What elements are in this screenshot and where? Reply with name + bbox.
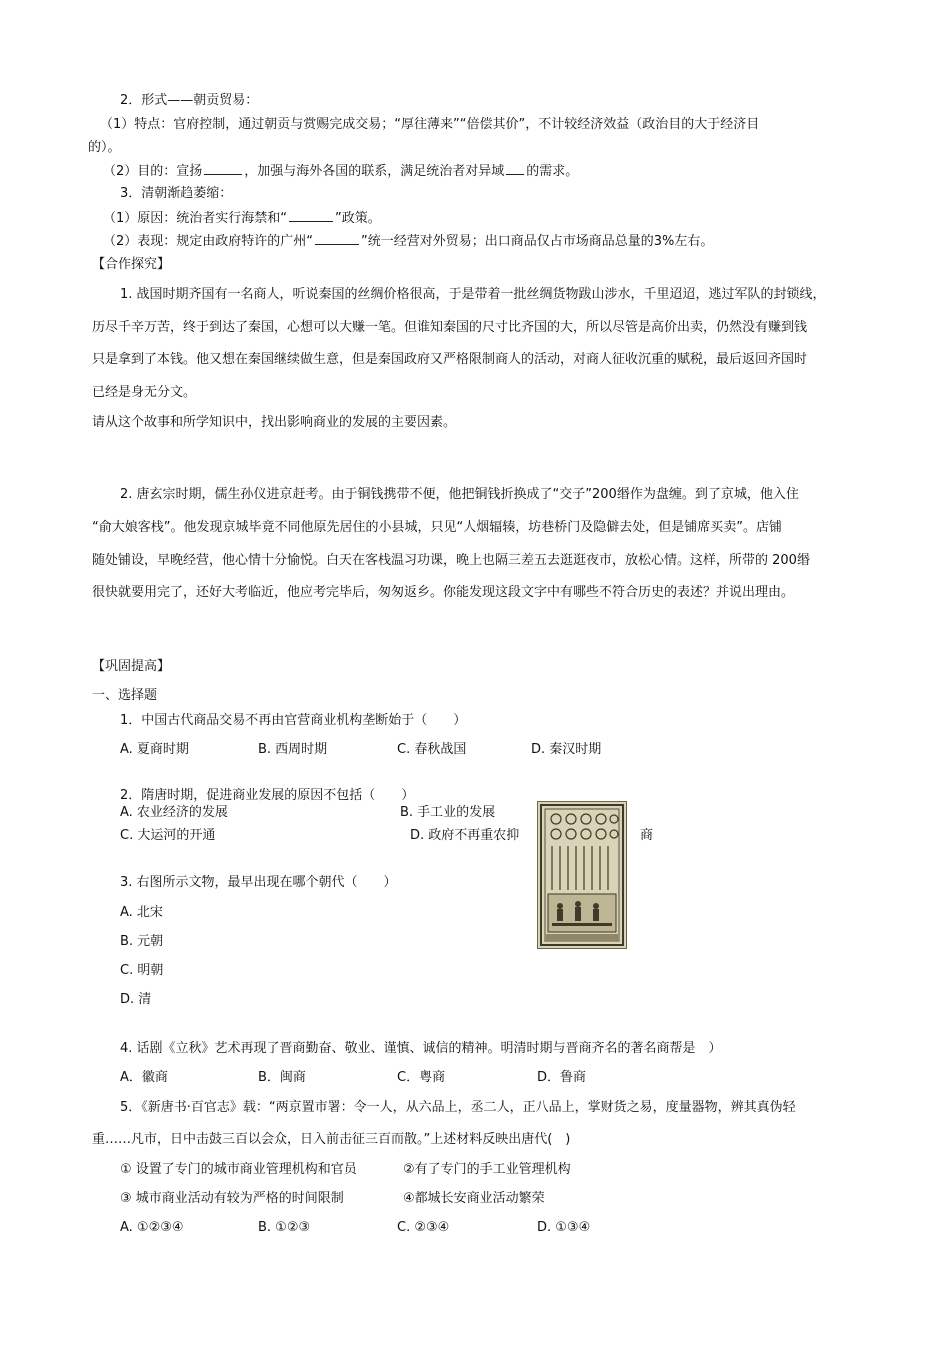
- review-q2: 2．隋唐时期，促进商业发展的原因不包括（ ）: [120, 788, 415, 803]
- show-line: [103, 232, 713, 251]
- review-q5-item-4: ④都城长安商业活动繁荣: [403, 1191, 545, 1206]
- purpose-line: [103, 162, 578, 181]
- coop-q1-line-2: 历尽千辛万苦，终于到达了秦国，心想可以大赚一笔。但谁知秦国的尺寸比齐国的大，所以尽管是高价出卖，仍然没有赚到钱: [92, 320, 808, 335]
- section-3-heading: 3．清朝渐趋萎缩：: [120, 186, 233, 201]
- review-q4-opt-a: A．徽商: [120, 1070, 168, 1085]
- review-q2-opt-d: D. 政府不再重农抑: [410, 828, 520, 843]
- purpose-text-b: ，加强与海外各国的联系，满足统治者对异域: [244, 164, 505, 179]
- purpose-text-c: 的需求。: [526, 164, 579, 179]
- coop-q2-line-3: 随处铺设，早晚经营，他心情十分愉悦。白天在客栈温习功课，晚上也隔三差五去逛逛夜市，放松心情。这样，所带的 200缗: [92, 553, 810, 568]
- review-q5-item-1: ① 设置了专门的城市商业管理机构和官员: [120, 1162, 357, 1177]
- coop-q2-line-2: “俞大娘客栈”。他发现京城毕竟不同他原先居住的小县城，只见“人烟辐辏，坊巷桥门及隐僻去处，但是铺席买卖”。店铺: [92, 520, 782, 535]
- review-q1-opt-c: C. 春秋战国: [397, 742, 467, 757]
- coop-q2-line-1: 2. 唐玄宗时期，儒生孙仪进京赶考。由于铜钱携带不便，他把铜钱折换成了“交子”200缗作为盘缠。到了京城，他入住: [120, 487, 799, 502]
- show-text-b: ”统一经营对外贸易；出口商品仅占市场商品总量的3%左右。: [361, 234, 714, 249]
- trait-line-2: 的）。: [88, 140, 121, 155]
- coop-q1-line-1: 1. 战国时期齐国有一名商人，听说秦国的丝绸价格很高，于是带着一批丝绸货物跋山涉水，千里迢迢，逃过军队的封锁线，: [120, 287, 826, 302]
- review-q4-opt-c: C．粤商: [397, 1070, 446, 1085]
- blank-3: [289, 209, 333, 222]
- review-q2-opt-b: B. 手工业的发展: [400, 805, 496, 820]
- review-q4: 4. 话剧《立秋》艺术再现了晋商勤奋、敬业、谨慎、诚信的精神。明清时期与晋商齐名的著名商帮是 ）: [120, 1041, 722, 1056]
- cause-text-a: （1）原因：统治者实行海禁和“: [103, 211, 288, 226]
- review-q5-item-2: ②有了专门的手工业管理机构: [403, 1162, 571, 1177]
- review-part-heading: 一、选择题: [92, 688, 158, 703]
- review-q2-opt-c: C. 大运河的开通: [120, 828, 216, 843]
- review-q1: 1．中国古代商品交易不再由官营商业机构垄断始于（ ）: [120, 713, 467, 728]
- coop-q1-line-3: 只是拿到了本钱。他又想在秦国继续做生意，但是秦国政府又严格限制商人的活动，对商人征收沉重的赋税，最后返回齐国时: [92, 352, 808, 367]
- coop-q1-line-4: 已经是身无分文。: [92, 385, 197, 400]
- jiaozi-illustration: [538, 802, 626, 948]
- review-q3-opt-c: C. 明朝: [120, 963, 164, 978]
- blank-1: [204, 162, 242, 175]
- review-q2-opt-d-end: 商: [640, 828, 654, 843]
- cause-line: [103, 209, 381, 228]
- review-q3-opt-d: D. 清: [120, 992, 152, 1007]
- review-q3: 3. 右图所示文物，最早出现在哪个朝代（ ）: [120, 875, 397, 890]
- trait-line-1: （1）特点：官府控制，通过朝贡与赏赐完成交易；“厚往薄来”“倍偿其价”，不计较经济效益（政治目的大于经济目: [100, 117, 760, 132]
- show-text-a: （2）表现：规定由政府特许的广州“: [103, 234, 314, 249]
- section-2-heading: 2．形式——朝贡贸易：: [120, 93, 259, 108]
- blank-4: [315, 232, 359, 245]
- review-q1-opt-d: D. 秦汉时期: [531, 742, 602, 757]
- review-q5-line-1: 5．《新唐书·百官志》载：“两京置市署：令一人，从六品上，丞二人，正八品上，掌财货之易，度量器物，辨其真伪轻: [120, 1100, 796, 1115]
- coop-heading: 【合作探究】: [92, 257, 171, 272]
- blank-2: [506, 162, 524, 175]
- jiaozi-paper-money-image: [537, 801, 627, 949]
- review-q1-opt-b: B. 西周时期: [258, 742, 328, 757]
- review-q5-line-2: 重……凡市，日中击鼓三百以会众，日入前击征三百而散。”上述材料反映出唐代( ): [92, 1132, 571, 1147]
- review-q5-opt-c: C. ②③④: [397, 1220, 450, 1235]
- review-q5-opt-d: D. ①③④: [537, 1220, 591, 1235]
- review-q5-item-3: ③ 城市商业活动有较为严格的时间限制: [120, 1191, 344, 1206]
- review-heading: 【巩固提高】: [92, 659, 171, 674]
- coop-q1-prompt: 请从这个故事和所学知识中，找出影响商业的发展的主要因素。: [92, 415, 457, 430]
- coop-q2-line-4: 很快就要用完了，还好大考临近，他应考完毕后，匆匆返乡。你能发现这段文字中有哪些不符合历史的表述？并说出理由。: [92, 585, 795, 600]
- review-q4-opt-d: D．鲁商: [537, 1070, 587, 1085]
- review-q5-opt-b: B. ①②③: [258, 1220, 311, 1235]
- purpose-text-a: （2）目的：宣扬: [103, 164, 203, 179]
- review-q1-opt-a: A. 夏商时期: [120, 742, 189, 757]
- review-q4-opt-b: B．闽商: [258, 1070, 306, 1085]
- review-q3-opt-b: B. 元朝: [120, 934, 164, 949]
- cause-text-b: ”政策。: [335, 211, 381, 226]
- review-q5-opt-a: A. ①②③④: [120, 1220, 184, 1235]
- review-q2-opt-a: A. 农业经济的发展: [120, 805, 228, 820]
- review-q3-opt-a: A. 北宋: [120, 905, 163, 920]
